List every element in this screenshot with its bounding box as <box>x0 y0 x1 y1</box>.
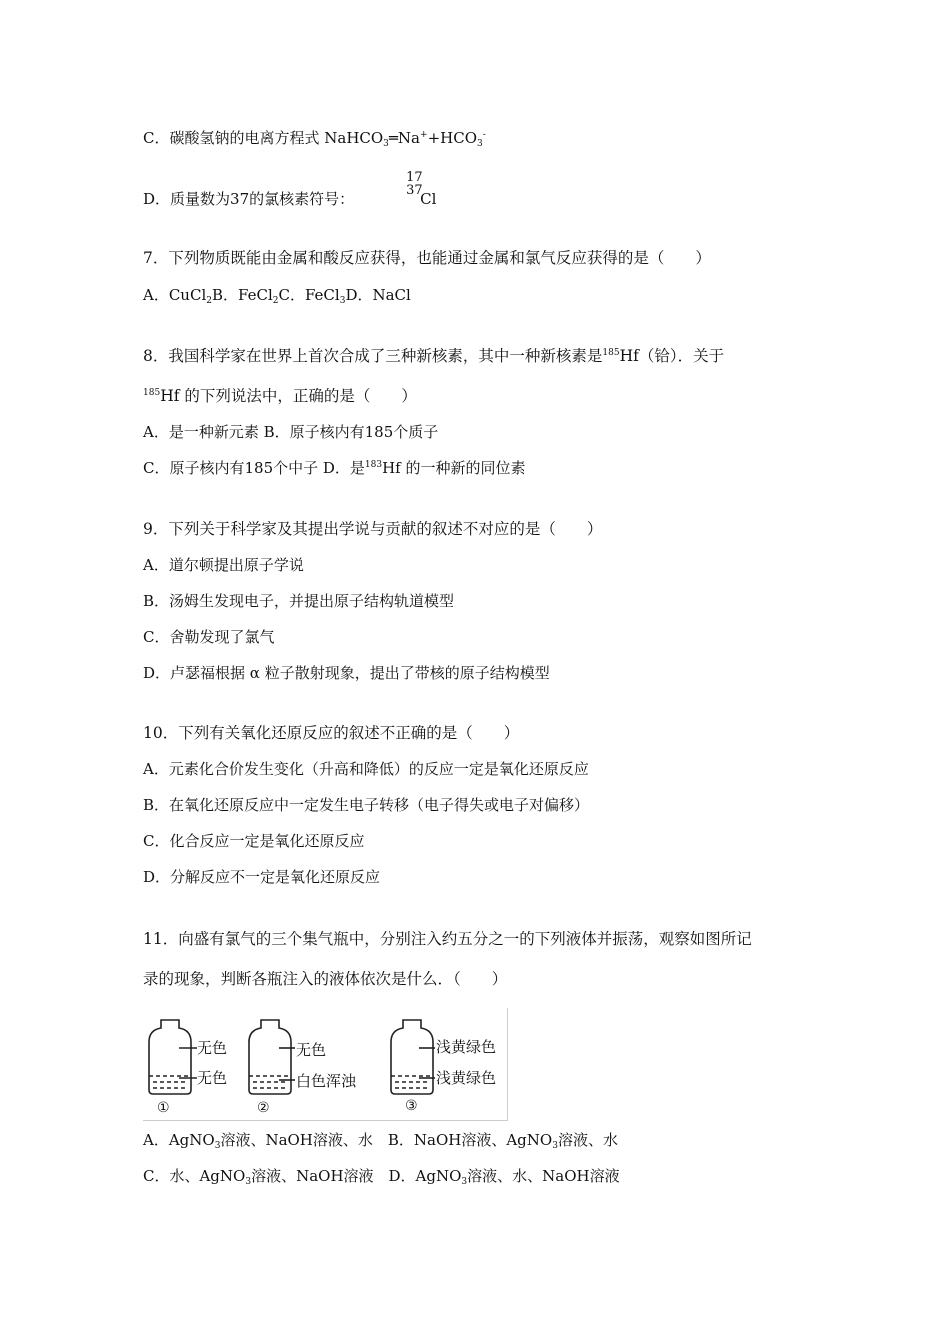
text: Hf 的一种新的同位素 <box>382 459 526 477</box>
q9-stem: 9．下列关于科学家及其提出学说与贡献的叙述不对应的是（ ） <box>143 520 603 538</box>
q8-options-ab: A．是一种新元素 B．原子核内有185个质子 <box>143 423 439 441</box>
bottles-drawing <box>143 1008 507 1120</box>
text: Hf（铪）．关于 <box>619 347 725 365</box>
bottle2-top-label: 无色 <box>296 1041 327 1059</box>
q11-stem-line2: 录的现象，判断各瓶注入的液体依次是什么．（ ） <box>143 970 508 988</box>
q10-option-c: C．化合反应一定是氧化还原反应 <box>143 832 365 850</box>
superscript: 183 <box>364 460 383 470</box>
q9-option-d: D．卢瑟福根据 α 粒子散射现象，提出了带核的原子结构模型 <box>143 664 550 682</box>
q9-option-b: B．汤姆生发现电子，并提出原子结构轨道模型 <box>143 592 455 610</box>
nuclide-bottom: 37 <box>406 183 423 198</box>
q7-options <box>143 285 411 305</box>
q9-option-a: A．道尔顿提出原子学说 <box>143 556 304 574</box>
text: 溶液、水 <box>557 1131 618 1149</box>
bottle3-top-label: 浅黄绿色 <box>436 1038 497 1056</box>
bottle1-top-label: 无色 <box>197 1039 228 1057</box>
text: 溶液、NaOH溶液 D．AgNO <box>251 1167 462 1185</box>
q8-stem-line2 <box>143 386 417 406</box>
text: C．原子核内有185个中子 D．是 <box>143 459 365 477</box>
bottle2-number: ② <box>257 1100 270 1116</box>
text: 溶液、水、NaOH溶液 <box>467 1167 620 1185</box>
text: C．FeCl <box>278 286 340 304</box>
q11-options-ab <box>143 1130 618 1150</box>
q8-options-cd <box>143 458 526 478</box>
text: 8．我国科学家在世界上首次合成了三种新核素，其中一种新核素是 <box>143 347 603 365</box>
q10-stem: 10．下列有关氧化还原反应的叙述不正确的是（ ） <box>143 724 520 742</box>
superscript: - <box>482 130 486 140</box>
subscript: 3 <box>339 296 346 306</box>
q6-option-c <box>143 128 486 148</box>
text: D．NaCl <box>345 286 411 304</box>
subscript: 3 <box>214 1141 221 1151</box>
q10-option-d: D．分解反应不一定是氧化还原反应 <box>143 868 381 886</box>
text: A．CuCl <box>143 286 207 304</box>
nuclide-top: 17 <box>406 170 423 185</box>
q9-option-c: C．舍勒发现了氯气 <box>143 628 275 646</box>
gas-bottles-figure <box>143 1008 508 1121</box>
q11-options-cd <box>143 1166 620 1186</box>
text: B．FeCl <box>211 286 273 304</box>
q8-stem-line1 <box>143 346 724 366</box>
subscript: 3 <box>477 139 483 149</box>
text: D．质量数为37的氯核素符号： <box>143 190 355 208</box>
q7-stem: 7．下列物质既能由金属和酸反应获得，也能通过金属和氯气反应获得的是（ ） <box>143 249 711 267</box>
q11-stem-line1: 11．向盛有氯气的三个集气瓶中，分别注入约五分之一的下列液体并振荡，观察如图所记 <box>143 930 752 948</box>
subscript: 3 <box>461 1177 468 1187</box>
superscript: 185 <box>143 388 161 398</box>
bottle2-bottom-label: 白色浑浊 <box>296 1072 357 1090</box>
text: A．AgNO <box>143 1131 215 1149</box>
superscript: + <box>420 130 428 140</box>
subscript: 2 <box>206 296 212 306</box>
bottle3-number: ③ <box>405 1098 418 1114</box>
bottle3-bottom-label: 浅黄绿色 <box>436 1069 497 1087</box>
text: ═Na <box>388 129 421 147</box>
nuclide-notation <box>406 170 424 204</box>
bottle1-number: ① <box>157 1100 170 1116</box>
text: 溶液、NaOH溶液、水 B．NaOH溶液、AgNO <box>220 1131 553 1149</box>
superscript: 185 <box>602 348 620 358</box>
subscript: 3 <box>383 139 389 149</box>
q6-option-d <box>143 170 437 209</box>
text: C．碳酸氢钠的电离方程式 NaHCO <box>143 129 384 147</box>
subscript: 3 <box>245 1177 252 1187</box>
subscript: 3 <box>552 1141 558 1151</box>
bottle1-bottom-label: 无色 <box>197 1069 228 1087</box>
q10-option-b: B．在氧化还原反应中一定发生电子转移（电子得失或电子对偏移） <box>143 796 590 814</box>
text: Hf 的下列说法中，正确的是（ ） <box>160 387 417 405</box>
element-symbol: Cl <box>420 190 437 208</box>
subscript: 2 <box>272 296 279 306</box>
text: +HCO <box>427 129 477 147</box>
text: C．水、AgNO <box>143 1167 246 1185</box>
q10-option-a: A．元素化合价发生变化（升高和降低）的反应一定是氧化还原反应 <box>143 760 589 778</box>
